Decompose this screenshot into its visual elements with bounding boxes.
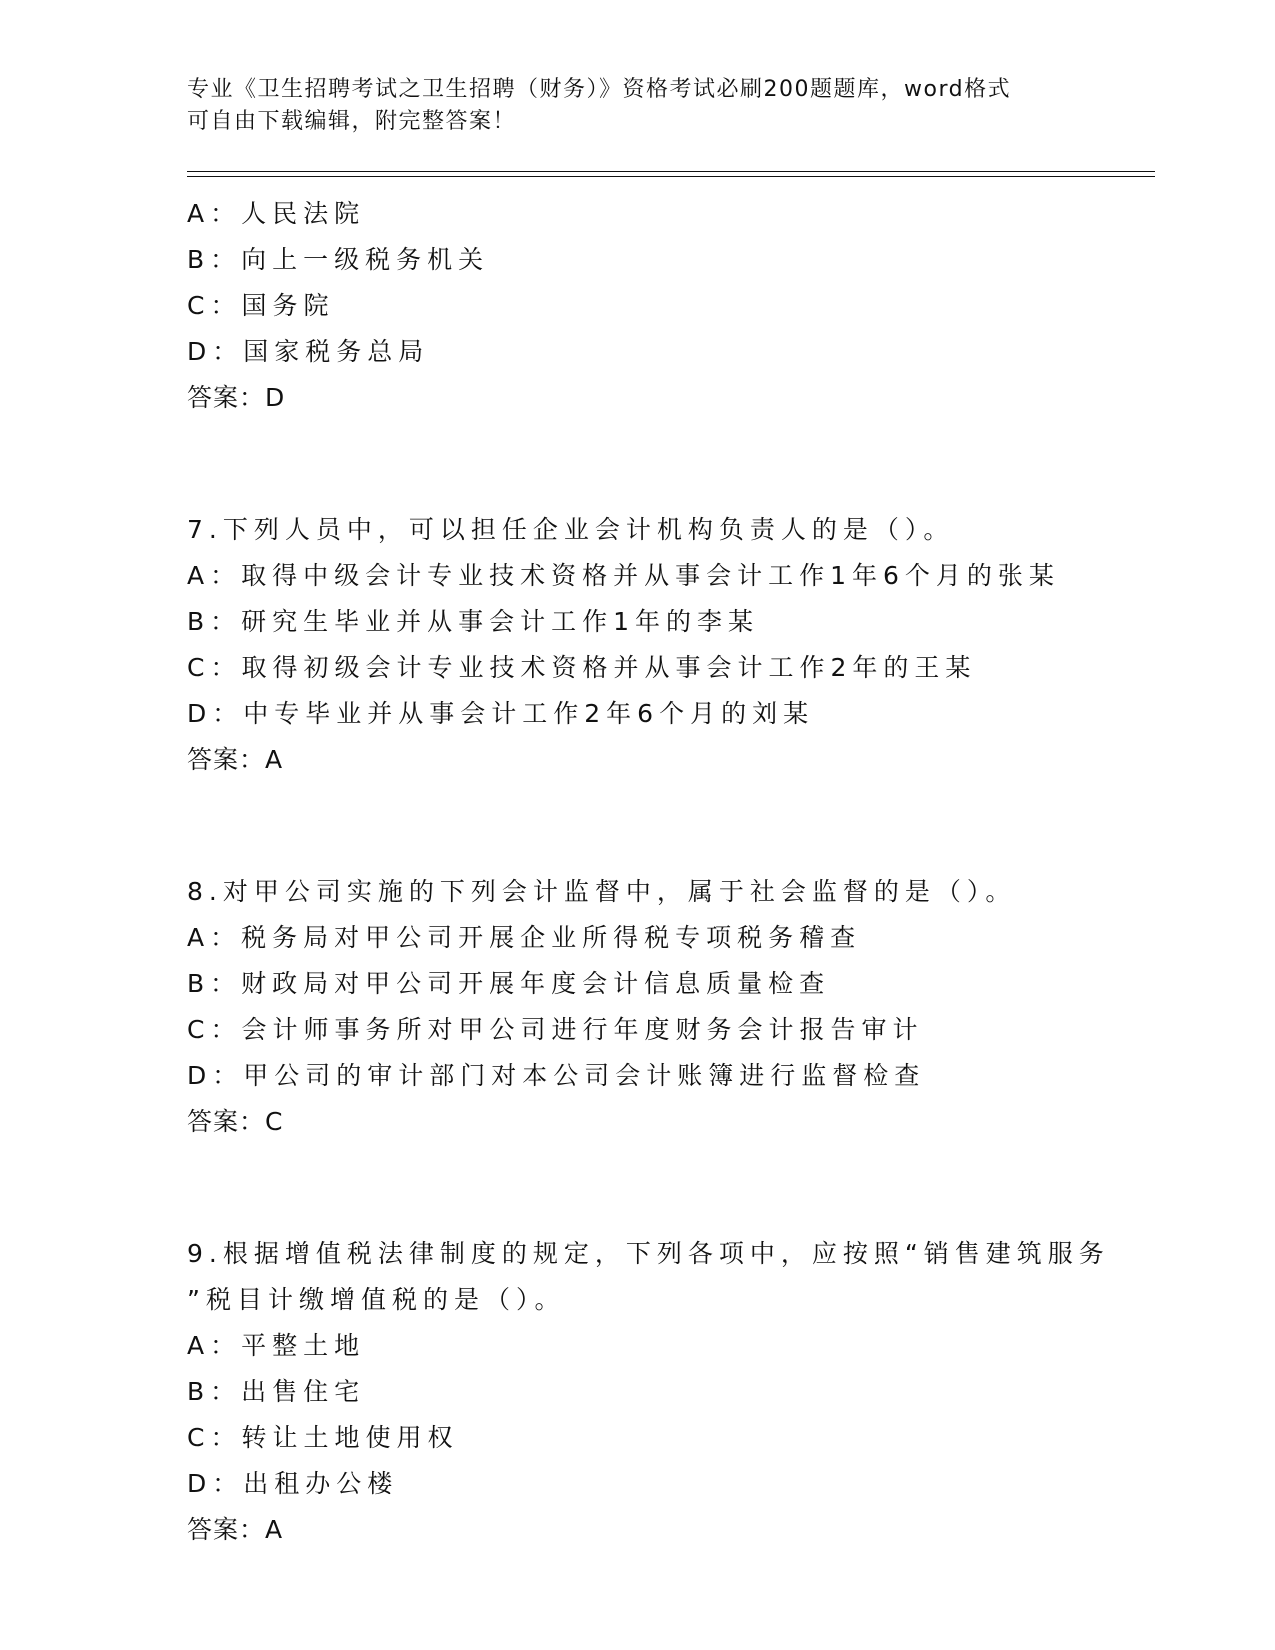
document-header bbox=[187, 74, 1077, 138]
option-b: B：向上一级税务机关 bbox=[187, 245, 490, 274]
option-a: A：人民法院 bbox=[187, 199, 366, 228]
option-c: C：转让土地使用权 bbox=[187, 1423, 459, 1452]
answer: 答案：A bbox=[187, 1515, 284, 1544]
question-stem-line-2: ”税目计缴增值税的是（）。 bbox=[187, 1285, 566, 1314]
option-d: D：中专毕业并从事会计工作2年6个月的刘某 bbox=[187, 699, 815, 728]
option-c: C：会计师事务所对甲公司进行年度财务会计报告审计 bbox=[187, 1015, 924, 1044]
question-6-continuation bbox=[187, 191, 1087, 421]
answer: 答案：C bbox=[187, 1107, 284, 1136]
question-9 bbox=[187, 1231, 1110, 1553]
option-c: C：国务院 bbox=[187, 291, 335, 320]
header-line-1: 专业《卫生招聘考试之卫生招聘（财务）》资格考试必刷200题题库，word格式 bbox=[187, 77, 1012, 102]
document-body bbox=[187, 191, 1110, 1553]
question-stem: 8.对甲公司实施的下列会计监督中，属于社会监督的是（）。 bbox=[187, 877, 1017, 906]
option-d: D：甲公司的审计部门对本公司会计账簿进行监督检查 bbox=[187, 1061, 926, 1090]
header-rule-top bbox=[187, 171, 1155, 172]
option-b: B：出售住宅 bbox=[187, 1377, 366, 1406]
answer: 答案：D bbox=[187, 383, 286, 412]
question-8 bbox=[187, 869, 1087, 1145]
answer: 答案：A bbox=[187, 745, 284, 774]
option-a: A：取得中级会计专业技术资格并从事会计工作1年6个月的张某 bbox=[187, 561, 1060, 590]
question-stem: 7.下列人员中，可以担任企业会计机构负责人的是（）。 bbox=[187, 515, 955, 544]
option-c: C：取得初级会计专业技术资格并从事会计工作2年的王某 bbox=[187, 653, 977, 682]
option-a: A：税务局对甲公司开展企业所得税专项税务稽查 bbox=[187, 923, 862, 952]
option-d: D：国家税务总局 bbox=[187, 337, 430, 366]
question-stem-line-1: 9.根据增值税法律制度的规定，下列各项中，应按照“销售建筑服务 bbox=[187, 1239, 1110, 1268]
option-b: B：研究生毕业并从事会计工作1年的李某 bbox=[187, 607, 760, 636]
option-d: D：出租办公楼 bbox=[187, 1469, 399, 1498]
option-b: B：财政局对甲公司开展年度会计信息质量检查 bbox=[187, 969, 831, 998]
header-rule-bottom bbox=[187, 176, 1155, 177]
header-line-2: 可自由下载编辑，附完整答案！ bbox=[187, 109, 517, 134]
question-7 bbox=[187, 507, 1087, 783]
option-a: A：平整土地 bbox=[187, 1331, 366, 1360]
